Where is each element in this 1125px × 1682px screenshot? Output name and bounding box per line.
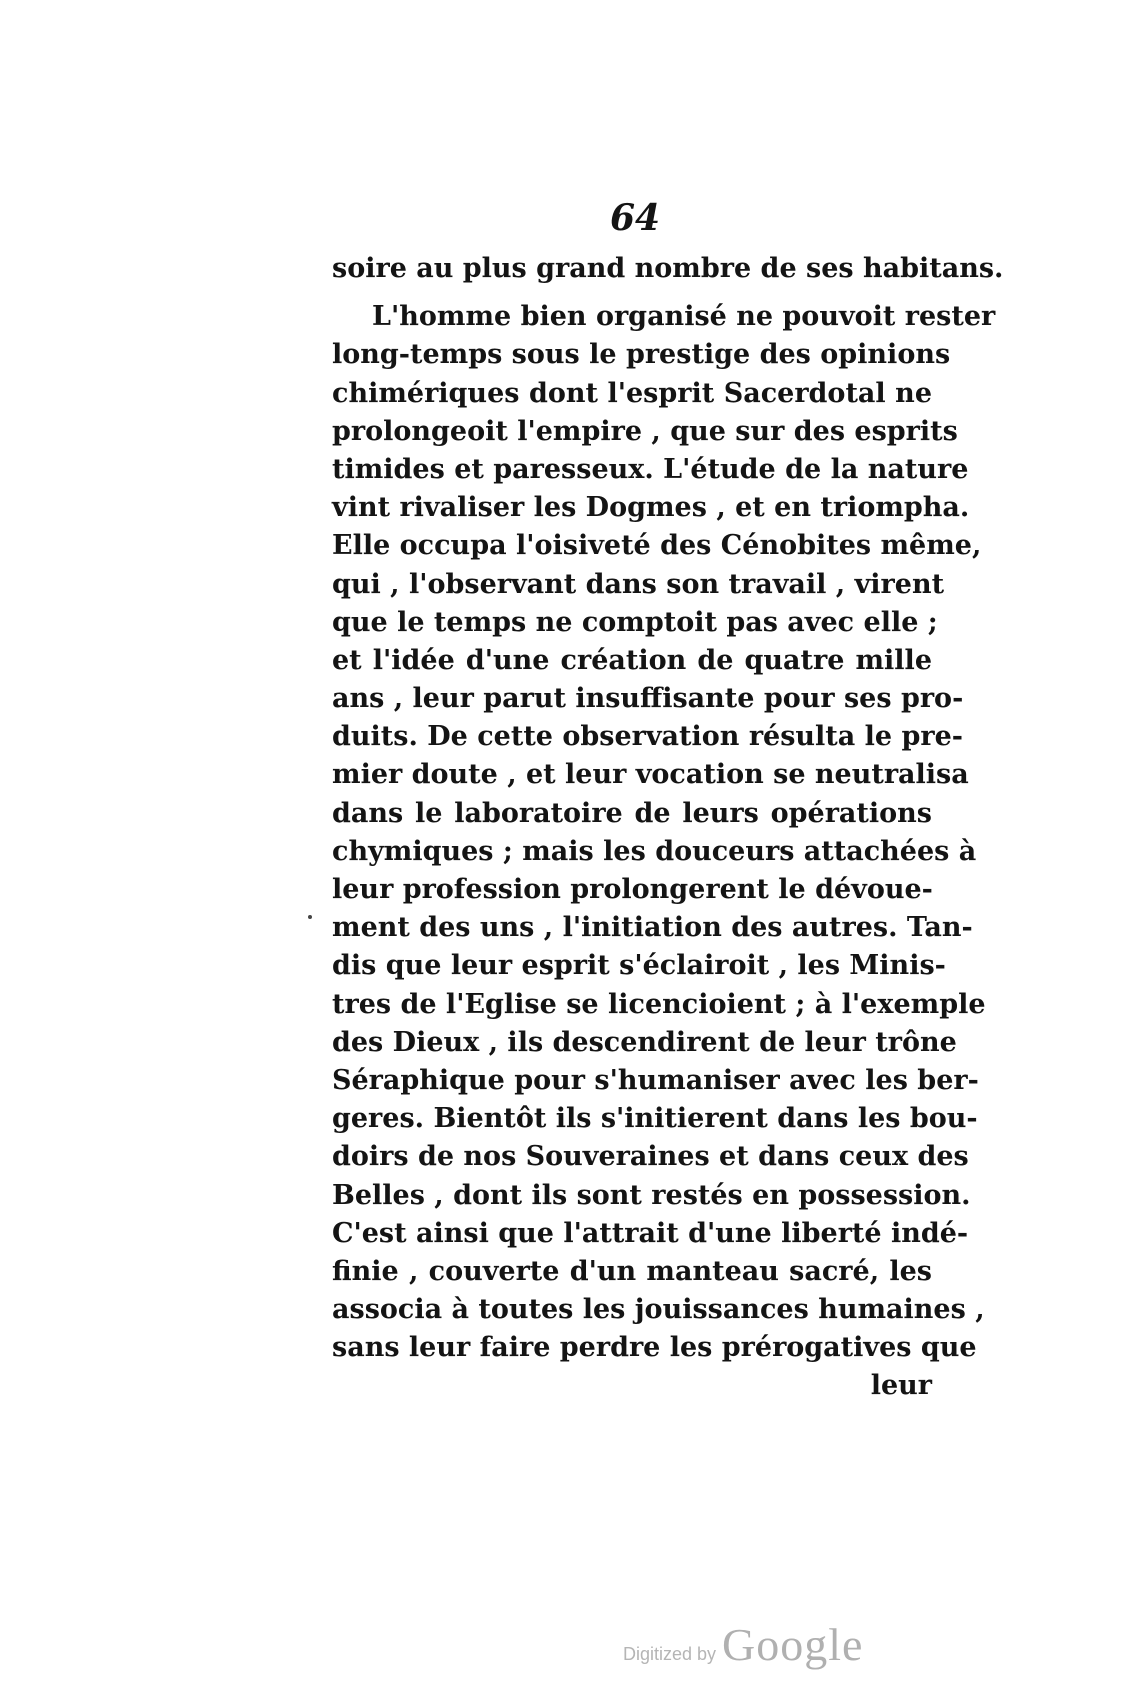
text-line: et l'idée d'une création de quatre mille bbox=[332, 644, 932, 676]
text-line: qui , l'observant dans son travail , virent bbox=[332, 568, 945, 600]
text-line: Belles , dont ils sont restés en possession. bbox=[332, 1179, 971, 1211]
page-number: 64 bbox=[610, 197, 661, 239]
text-line: que le temps ne comptoit pas avec elle ; bbox=[332, 606, 938, 638]
text-line: Elle occupa l'oisiveté des Cénobites même, bbox=[332, 530, 982, 562]
body-text bbox=[332, 250, 1004, 1406]
text-line: L'homme bien organisé ne pouvoit rester bbox=[372, 301, 996, 333]
text-line: finie , couverte d'un manteau sacré, les bbox=[332, 1255, 932, 1287]
text-line: leur profession prolongerent le dévoue- bbox=[332, 874, 933, 905]
text-line: tres de l'Eglise se licencioient ; à l'exemple bbox=[332, 988, 986, 1020]
text-line: associa à toutes les jouissances humaines , bbox=[332, 1294, 985, 1326]
text-line: dis que leur esprit s'éclairoit , les Minis- bbox=[332, 950, 946, 982]
text-line: sans leur faire perdre les prérogatives que bbox=[332, 1332, 977, 1364]
text-line: ans , leur parut insuffisante pour ses pro- bbox=[332, 683, 964, 715]
catchword: leur bbox=[870, 1370, 932, 1402]
digitized-watermark bbox=[623, 1618, 863, 1671]
text-line: timides et paresseux. L'étude de la nature bbox=[332, 453, 969, 485]
text-line: prolongeoit l'empire , que sur des esprits bbox=[332, 415, 958, 447]
text-line: mier doute , et leur vocation se neutralisa bbox=[332, 759, 969, 791]
text-line: dans le laboratoire de leurs opérations bbox=[332, 797, 932, 829]
text-line: geres. Bientôt ils s'initierent dans les bou- bbox=[332, 1103, 978, 1135]
google-logo: Google bbox=[722, 1619, 864, 1670]
margin-mark bbox=[308, 915, 312, 919]
text-line: des Dieux , ils descendirent de leur trône bbox=[332, 1026, 957, 1058]
text-line: vint rivaliser les Dogmes , et en triompha. bbox=[332, 492, 970, 524]
text-line: ment des uns , l'initiation des autres. Tan- bbox=[332, 912, 973, 944]
text-line: chimériques dont l'esprit Sacerdotal ne bbox=[332, 377, 932, 409]
text-line: duits. De cette observation résulta le pre- bbox=[332, 721, 963, 753]
text-line: chymiques ; mais les douceurs attachées à bbox=[332, 835, 977, 867]
text-line: Séraphique pour s'humaniser avec les ber- bbox=[332, 1064, 979, 1096]
text-line: doirs de nos Souveraines et dans ceux des bbox=[332, 1141, 969, 1173]
text-line: long-temps sous le prestige des opinions bbox=[332, 339, 951, 371]
text-line: C'est ainsi que l'attrait d'une liberté indé- bbox=[332, 1217, 969, 1249]
text-line: soire au plus grand nombre de ses habitans. bbox=[332, 253, 1004, 284]
watermark-prefix: Digitized by bbox=[623, 1644, 717, 1664]
